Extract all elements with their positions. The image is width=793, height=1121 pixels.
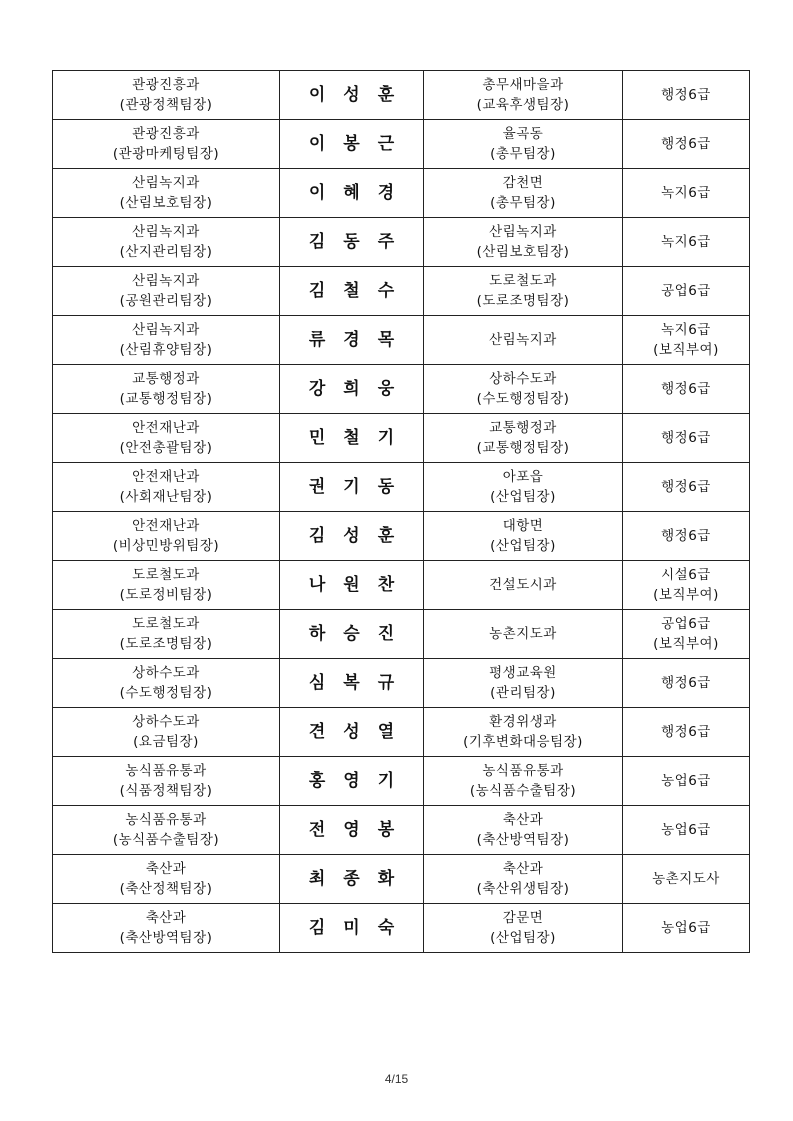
grade-cell [623, 561, 750, 610]
grade-cell [623, 218, 750, 267]
table-row [53, 414, 750, 463]
from-team: (비상민방위팀장) [112, 538, 220, 554]
from-cell [53, 267, 280, 316]
to-dept: 평생교육원 [489, 665, 557, 681]
from-dept: 안전재난과 [132, 518, 200, 534]
name-cell [280, 512, 424, 561]
grade: 농촌지도사 [652, 871, 720, 887]
employee-name: 최종화 [308, 868, 413, 889]
to-cell [424, 120, 623, 169]
grade-cell [623, 512, 750, 561]
from-cell [53, 512, 280, 561]
grade-cell [623, 267, 750, 316]
grade: 행정6급 [661, 87, 711, 103]
to-cell [424, 806, 623, 855]
from-dept: 교통행정과 [132, 371, 200, 387]
to-team: (도로조명팀장) [476, 293, 570, 309]
grade: 녹지6급 [661, 185, 711, 201]
employee-name: 견성열 [308, 721, 413, 742]
name-cell [280, 365, 424, 414]
name-cell [280, 169, 424, 218]
to-dept: 상하수도과 [489, 371, 557, 387]
personnel-table [52, 70, 750, 953]
to-cell [424, 757, 623, 806]
employee-name: 이성훈 [308, 84, 413, 105]
from-team: (공원관리팀장) [119, 293, 213, 309]
name-cell [280, 71, 424, 120]
employee-name: 민철기 [308, 427, 413, 448]
table-row [53, 757, 750, 806]
page-number: 4/15 [384, 1072, 409, 1086]
grade: 농업6급 [661, 920, 711, 936]
name-cell [280, 806, 424, 855]
to-cell [424, 561, 623, 610]
grade-cell [623, 757, 750, 806]
from-team: (수도행정팀장) [119, 685, 213, 701]
grade: 행정6급 [661, 675, 711, 691]
grade: 행정6급 [661, 479, 711, 495]
to-cell [424, 512, 623, 561]
table-row [53, 169, 750, 218]
grade-note: (보직부여) [653, 342, 719, 358]
to-cell [424, 267, 623, 316]
name-cell [280, 218, 424, 267]
from-cell [53, 659, 280, 708]
grade-cell [623, 463, 750, 512]
grade: 공업6급 [661, 616, 711, 632]
grade-cell [623, 904, 750, 953]
table-row [53, 463, 750, 512]
to-team: (총무팀장) [490, 146, 556, 162]
from-cell [53, 365, 280, 414]
from-team: (산림보호팀장) [119, 195, 213, 211]
to-team: (산업팀장) [490, 538, 556, 554]
to-dept: 농식품유통과 [482, 763, 564, 779]
table-row [53, 904, 750, 953]
grade-note: (보직부여) [653, 636, 719, 652]
grade-note: (보직부여) [653, 587, 719, 603]
to-team: (교육후생팀장) [476, 97, 570, 113]
employee-name: 권기동 [308, 476, 413, 497]
grade: 녹지6급 [661, 322, 711, 338]
from-team: (농식품수출팀장) [112, 832, 220, 848]
employee-name: 강희웅 [308, 378, 413, 399]
name-cell [280, 610, 424, 659]
to-dept: 도로철도과 [489, 273, 557, 289]
from-dept: 안전재난과 [132, 469, 200, 485]
grade-cell [623, 855, 750, 904]
to-team: (산림보호팀장) [476, 244, 570, 260]
to-team: (교통행정팀장) [476, 440, 570, 456]
from-cell [53, 169, 280, 218]
grade-cell [623, 659, 750, 708]
to-cell [424, 659, 623, 708]
grade-cell [623, 610, 750, 659]
employee-name: 김철수 [308, 280, 413, 301]
table-row [53, 71, 750, 120]
grade: 시설6급 [661, 567, 711, 583]
from-dept: 상하수도과 [132, 665, 200, 681]
table-row [53, 708, 750, 757]
employee-name: 나원찬 [308, 574, 413, 595]
from-team: (축산방역팀장) [119, 930, 213, 946]
table-row [53, 659, 750, 708]
to-dept: 산림녹지과 [489, 224, 557, 240]
to-cell [424, 365, 623, 414]
name-cell [280, 267, 424, 316]
employee-name: 하승진 [308, 623, 413, 644]
table-row [53, 120, 750, 169]
grade: 행정6급 [661, 136, 711, 152]
name-cell [280, 561, 424, 610]
from-team: (교통행정팀장) [119, 391, 213, 407]
name-cell [280, 708, 424, 757]
from-team: (관광정책팀장) [119, 97, 213, 113]
employee-name: 김미숙 [308, 917, 413, 938]
from-team: (관광마케팅팀장) [112, 146, 220, 162]
to-cell [424, 316, 623, 365]
to-cell [424, 414, 623, 463]
name-cell [280, 316, 424, 365]
employee-name: 홍영기 [308, 770, 413, 791]
from-dept: 관광진흥과 [132, 126, 200, 142]
from-dept: 축산과 [145, 861, 187, 877]
from-team: (식품정책팀장) [119, 783, 213, 799]
name-cell [280, 659, 424, 708]
from-cell [53, 218, 280, 267]
to-cell [424, 218, 623, 267]
to-cell [424, 855, 623, 904]
from-cell [53, 414, 280, 463]
to-dept: 건설도시과 [489, 577, 557, 593]
to-dept: 축산과 [502, 861, 544, 877]
grade-cell [623, 169, 750, 218]
from-dept: 농식품유통과 [125, 763, 207, 779]
grade: 행정6급 [661, 724, 711, 740]
employee-name: 이혜경 [308, 182, 413, 203]
from-dept: 산림녹지과 [132, 175, 200, 191]
from-dept: 상하수도과 [132, 714, 200, 730]
employee-name: 김동주 [308, 231, 413, 252]
table-row [53, 218, 750, 267]
to-cell [424, 904, 623, 953]
from-cell [53, 71, 280, 120]
from-cell [53, 806, 280, 855]
name-cell [280, 904, 424, 953]
to-team: (농식품수출팀장) [469, 783, 577, 799]
grade-cell [623, 316, 750, 365]
table-row [53, 610, 750, 659]
employee-name: 심복규 [308, 672, 413, 693]
grade: 행정6급 [661, 430, 711, 446]
from-dept: 축산과 [145, 910, 187, 926]
from-team: (도로정비팀장) [119, 587, 213, 603]
to-dept: 농촌지도과 [489, 626, 557, 642]
to-team: (총무팀장) [490, 195, 556, 211]
to-team: (축산위생팀장) [476, 881, 570, 897]
from-dept: 도로철도과 [132, 616, 200, 632]
to-team: (축산방역팀장) [476, 832, 570, 848]
table-row [53, 365, 750, 414]
name-cell [280, 757, 424, 806]
from-cell [53, 316, 280, 365]
from-cell [53, 561, 280, 610]
to-cell [424, 610, 623, 659]
employee-name: 류경목 [308, 329, 413, 350]
to-dept: 율곡동 [502, 126, 544, 142]
name-cell [280, 414, 424, 463]
to-dept: 감문면 [502, 910, 544, 926]
to-dept: 환경위생과 [489, 714, 557, 730]
from-dept: 안전재난과 [132, 420, 200, 436]
grade: 공업6급 [661, 283, 711, 299]
to-cell [424, 71, 623, 120]
from-cell [53, 463, 280, 512]
employee-name: 김성훈 [308, 525, 413, 546]
from-team: (축산정책팀장) [119, 881, 213, 897]
from-team: (도로조명팀장) [119, 636, 213, 652]
grade: 녹지6급 [661, 234, 711, 250]
table-row [53, 855, 750, 904]
from-team: (산지관리팀장) [119, 244, 213, 260]
from-dept: 농식품유통과 [125, 812, 207, 828]
grade-cell [623, 120, 750, 169]
to-dept: 아포읍 [502, 469, 544, 485]
employee-name: 전영봉 [308, 819, 413, 840]
grade-cell [623, 365, 750, 414]
to-team: (수도행정팀장) [476, 391, 570, 407]
employee-name: 이봉근 [308, 133, 413, 154]
to-dept: 교통행정과 [489, 420, 557, 436]
from-dept: 도로철도과 [132, 567, 200, 583]
from-dept: 산림녹지과 [132, 273, 200, 289]
to-cell [424, 708, 623, 757]
from-team: (산림휴양팀장) [119, 342, 213, 358]
to-dept: 축산과 [502, 812, 544, 828]
grade-cell [623, 414, 750, 463]
table-row [53, 267, 750, 316]
table-row [53, 806, 750, 855]
from-cell [53, 610, 280, 659]
to-team: (산업팀장) [490, 930, 556, 946]
to-cell [424, 169, 623, 218]
from-cell [53, 708, 280, 757]
from-team: (안전총괄팀장) [119, 440, 213, 456]
from-team: (요금팀장) [133, 734, 199, 750]
grade: 행정6급 [661, 381, 711, 397]
to-dept: 대항면 [502, 518, 544, 534]
grade: 행정6급 [661, 528, 711, 544]
to-dept: 감천면 [502, 175, 544, 191]
from-dept: 관광진흥과 [132, 77, 200, 93]
name-cell [280, 463, 424, 512]
grade: 농업6급 [661, 773, 711, 789]
table-row [53, 512, 750, 561]
to-cell [424, 463, 623, 512]
to-dept: 산림녹지과 [489, 332, 557, 348]
grade: 농업6급 [661, 822, 711, 838]
from-dept: 산림녹지과 [132, 224, 200, 240]
table-body [53, 71, 750, 953]
from-team: (사회재난팀장) [119, 489, 213, 505]
to-team: (기후변화대응팀장) [463, 734, 583, 750]
grade-cell [623, 708, 750, 757]
from-cell [53, 855, 280, 904]
from-cell [53, 120, 280, 169]
grade-cell [623, 71, 750, 120]
name-cell [280, 120, 424, 169]
name-cell [280, 855, 424, 904]
table-row [53, 316, 750, 365]
table-row [53, 561, 750, 610]
grade-cell [623, 806, 750, 855]
from-dept: 산림녹지과 [132, 322, 200, 338]
from-cell [53, 757, 280, 806]
to-team: (관리팀장) [490, 685, 556, 701]
from-cell [53, 904, 280, 953]
to-team: (산업팀장) [490, 489, 556, 505]
to-dept: 총무새마을과 [482, 77, 564, 93]
